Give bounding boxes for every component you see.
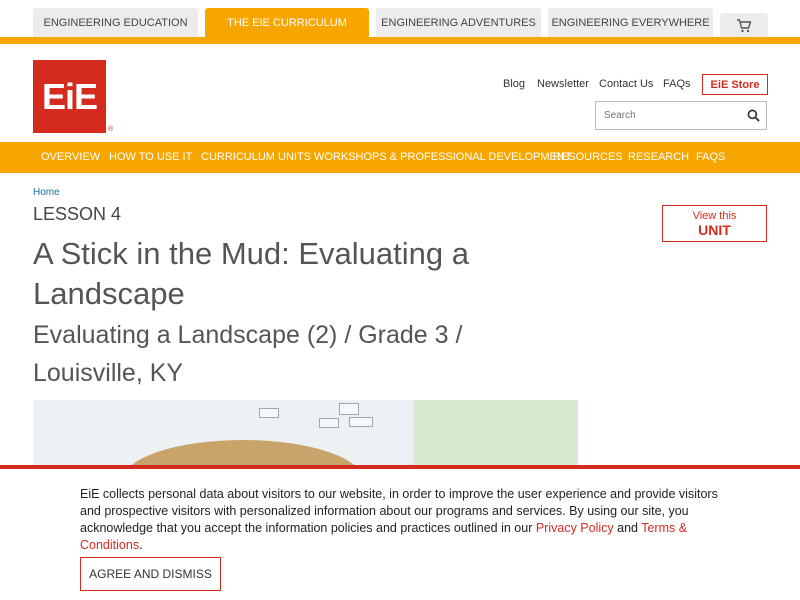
tab-eie-curriculum[interactable]: THE EIE CURRICULUM xyxy=(205,8,369,38)
tab-engineering-everywhere[interactable]: ENGINEERING EVERYWHERE xyxy=(548,8,713,38)
privacy-policy-link[interactable]: Privacy Policy xyxy=(535,521,614,535)
page-title: A Stick in the Mud: Evaluating a Landscape xyxy=(33,236,469,311)
page-subtitle: Evaluating a Landscape (2) / Grade 3 / Louisville, KY xyxy=(33,321,463,387)
nav-workshops[interactable]: WORKSHOPS & PROFESSIONAL DEVELOPMENT xyxy=(314,151,572,163)
search-box xyxy=(595,101,767,130)
newsletter-link[interactable]: Newsletter xyxy=(537,78,589,90)
agree-dismiss-button[interactable]: AGREE AND DISMISS xyxy=(80,557,221,591)
nav-curriculum-units[interactable]: CURRICULUM UNITS xyxy=(201,151,311,163)
lesson-video-thumbnail[interactable] xyxy=(33,400,578,470)
cart-button[interactable] xyxy=(720,13,768,38)
view-unit-button[interactable] xyxy=(662,205,767,242)
nav-faqs[interactable]: FAQS xyxy=(696,151,726,163)
faqs-link[interactable]: FAQs xyxy=(663,78,691,90)
breadcrumb-home[interactable]: Home xyxy=(33,187,60,198)
nav-research[interactable]: RESEARCH xyxy=(628,151,690,163)
cookie-period: . xyxy=(139,538,143,552)
cookie-message-text: EiE collects personal data about visitors to our website, in order to improve the user experience and provide visitors and prospective visitors with personalized information about our programs and services. By using our site, you acknowledge that you accept the information policies and practices outlined in our xyxy=(80,487,718,535)
main-nav xyxy=(0,142,800,173)
tab-engineering-adventures[interactable]: ENGINEERING ADVENTURES xyxy=(376,8,541,38)
video-frame-card xyxy=(319,418,339,428)
blog-link[interactable]: Blog xyxy=(503,78,526,90)
terms-conditions-link[interactable]: Terms & Conditions xyxy=(80,521,688,552)
view-unit-line1: View this xyxy=(692,210,737,222)
nav-resources[interactable]: RESOURCES xyxy=(553,151,623,163)
top-accent-line xyxy=(0,37,800,44)
contact-us-link[interactable]: Contact Us xyxy=(599,78,654,90)
nav-how-to-use-it[interactable]: HOW TO USE IT xyxy=(109,151,193,163)
cookie-banner xyxy=(0,465,800,600)
video-frame-screen xyxy=(413,400,578,470)
video-frame-card xyxy=(259,408,279,418)
tab-engineering-education[interactable]: ENGINEERING EDUCATION xyxy=(33,8,198,38)
video-frame-card xyxy=(349,417,373,427)
search-icon[interactable] xyxy=(747,109,760,122)
logo-registered-mark: ® xyxy=(108,126,114,133)
eie-store-button[interactable]: EiE Store xyxy=(702,74,768,95)
cookie-and: and xyxy=(613,521,642,535)
cart-icon xyxy=(736,19,752,33)
nav-overview[interactable]: OVERVIEW xyxy=(41,151,101,163)
search-input[interactable] xyxy=(596,102,741,129)
lesson-label: LESSON 4 xyxy=(33,204,122,224)
cookie-message xyxy=(80,486,720,554)
view-unit-line2: UNIT xyxy=(698,222,731,238)
video-frame-card xyxy=(339,403,359,415)
eie-logo[interactable]: EiE xyxy=(33,60,106,133)
